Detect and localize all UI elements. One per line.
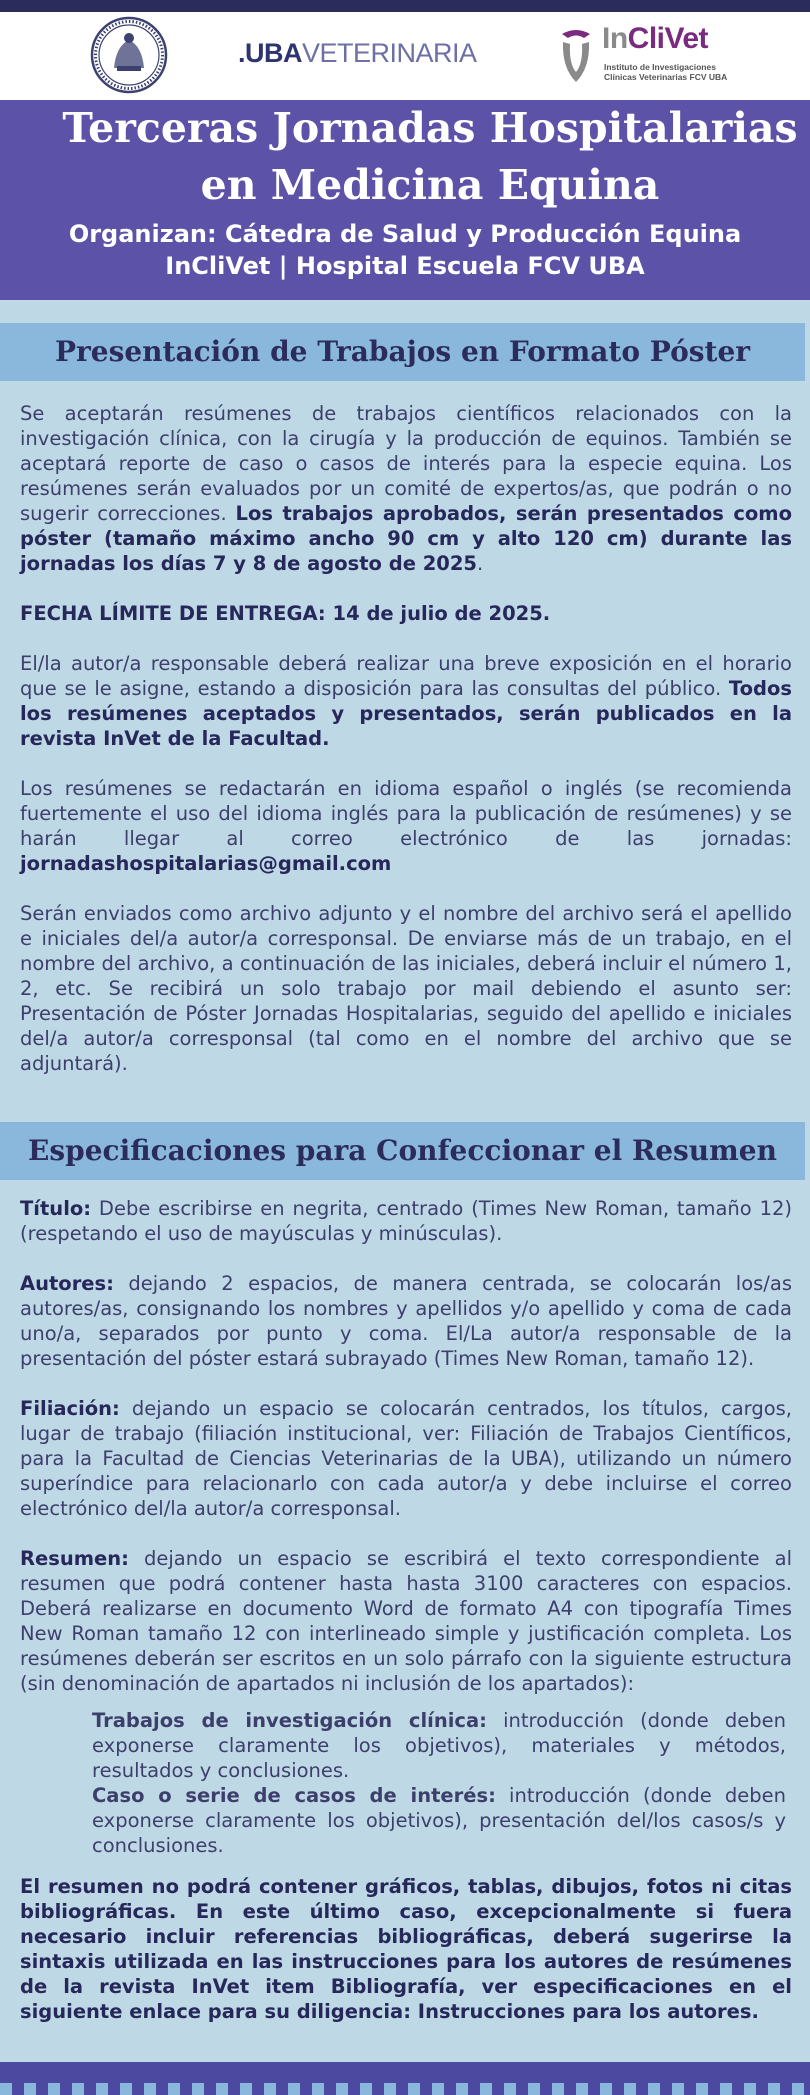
uba-seal-logo [90, 16, 168, 94]
structure-item-clinical-label: Trabajos de investigación clínica: [92, 1709, 487, 1732]
structure-item-clinical [92, 1708, 786, 1783]
structure-item-cases-text: introducción (donde deben exponerse claramente los objetivos), presentación del/los casos/s y conclusiones. [92, 1784, 786, 1857]
section-heading-specs [0, 1122, 805, 1180]
autores-paragraph [20, 1271, 792, 1371]
inclivet-logo [558, 22, 728, 96]
exposition-paragraph [20, 651, 792, 751]
inclivet-mark-icon [558, 28, 594, 84]
inclivet-name-in: In [602, 22, 628, 55]
filiacion-text: dejando un espacio se colocarán centrados, los títulos, cargos, lugar de trabajo (filiación institucional, ver: Filiación de Trabajos Científicos, para la Facultad de Ciencias Veterinarias de la UBA), utilizando un número superíndice para relacionarlo con cada autor/a y debe incluirse el correo electrónico del/la autor/a corresponsal. [20, 1397, 792, 1520]
section-title-specs: Especificaciones para Confeccionar el Resumen [28, 1134, 777, 1167]
closing-text: El resumen no podrá contener gráficos, tablas, dibujos, fotos ni citas bibliográficas. En este último caso, excepcionalmente si fuera necesario incluir referencias bibliográficas, deberá sugerirse la sintaxis utilizada en las instrucciones para los autores de resúmenes de la revista InVet item Bibliografía, ver especificaciones en el siguiente enlace para su diligencia: Instrucciones para los autores. [20, 1875, 792, 2023]
filiacion-paragraph [20, 1396, 792, 1521]
titulo-paragraph [20, 1196, 792, 1246]
titulo-text: Debe escribirse en negrita, centrado (Times New Roman, tamaño 12) (respetando el uso de mayúsculas y minúsculas). [20, 1197, 792, 1245]
submission-paragraph [20, 901, 792, 1076]
uba-veterinaria-logo [238, 38, 477, 69]
language-text: Los resúmenes se redactarán en idioma español o inglés (se recomienda fuertemente el uso del idioma inglés para la publicación de resúmenes) y se harán llegar al correo electrónico de las jornadas: [20, 777, 792, 850]
exposition-text: El/la autor/a responsable deberá realizar una breve exposición en el horario que se le asigne, estando a disposición para las consultas del público. [20, 652, 792, 700]
inclivet-name [602, 22, 708, 56]
event-title-line2: en Medicina Equina [200, 161, 660, 209]
veterinaria-logo-text: VETERINARIA [302, 38, 477, 68]
inclivet-subtitle-line1: Instituto de Investigaciones [604, 62, 716, 72]
organizers-line1: Organizan: Cátedra de Salud y Producción Equina [68, 220, 742, 248]
intro-text: Se aceptarán resúmenes de trabajos científicos relacionados con la investigación clínica, con la cirugía y la producción de equinos. También se aceptará reporte de caso o casos de interés para la especie equina. Los resúmenes serán evaluados por un comité de expertos/as, que podrán o no sugerir correcciones. [20, 402, 792, 525]
structure-item-clinical-text: introducción (donde deben exponerse claramente los objetivos), materiales y métodos, resultados y conclusiones. [92, 1709, 786, 1782]
event-title [40, 100, 810, 214]
logo-bar [0, 12, 810, 100]
section-heading-poster [0, 323, 805, 381]
contact-email[interactable]: jornadashospitalarias@gmail.com [20, 852, 392, 875]
resumen-text: dejando un espacio se escribirá el texto correspondiente al resumen que podrá contener hasta hasta 3100 caracteres con espacios. Deberá realizarse en documento Word de formato A4 con tipografía Times New Roman tamaño 12 con interlineado simple y justificación completa. Los resúmenes deberán ser escritos en un solo párrafo con la siguiente estructura (sin denominación de apartados ni inclusión de los apartados): [20, 1547, 792, 1695]
resumen-paragraph [20, 1546, 792, 1696]
section-title-poster: Presentación de Trabajos en Formato Póster [54, 335, 751, 368]
inclivet-subtitle [604, 62, 727, 82]
inclivet-subtitle-line2: Clínicas Veterinarias FCV UBA [604, 72, 728, 82]
autores-label: Autores: [20, 1272, 114, 1295]
inclivet-name-clivet: CliVet [627, 22, 709, 55]
bottom-checker-pattern [0, 2083, 810, 2095]
structure-item-cases-label: Caso o serie de casos de interés: [92, 1784, 496, 1807]
deadline-paragraph [20, 601, 792, 626]
submission-text: Serán enviados como archivo adjunto y el nombre del archivo será el apellido e iniciales del/a autor/a corresponsal. De enviarse más de un trabajo, en el nombre del archivo, a continuación de las iniciales, deberá incluir el número 1, 2, etc. Se recibirá un solo trabajo por mail debiendo el asunto ser: Presentación de Póster Jornadas Hospitalarias, seguido del apellido e iniciales del/a autor/a corresponsal (tal como en el nombre del archivo que se adjuntará). [20, 902, 792, 1075]
hero-banner [0, 100, 810, 300]
publication-bold-text: Todos los resúmenes aceptados y presentados, serán publicados en la revista InVet de la Facultad. [20, 677, 792, 750]
titulo-label: Título: [20, 1197, 92, 1220]
organizers-line2: InCliVet | Hospital Escuela FCV UBA [165, 252, 645, 280]
deadline-text: FECHA LÍMITE DE ENTREGA: 14 de julio de 2025. [20, 602, 551, 625]
structure-item-cases [92, 1783, 786, 1858]
top-stripe [0, 0, 810, 12]
closing-paragraph [20, 1874, 792, 2024]
intro-bold-text: Los trabajos aprobados, serán presentados como póster (tamaño máximo ancho 90 cm y alto 120 cm) durante las jornadas los días 7 y 8 de agosto de 2025 [20, 502, 792, 575]
language-paragraph [20, 776, 792, 876]
filiacion-label: Filiación: [20, 1397, 120, 1420]
autores-text: dejando 2 espacios, de manera centrada, se colocarán los/as autores/as, consignando los nombres y apellidos y/o apellido y coma de cada uno/a, separados por punto y coma. El/La autor/a responsable de la presentación del póster estará subrayado (Times New Roman, tamaño 12). [20, 1272, 792, 1370]
intro-paragraph [20, 401, 792, 576]
uba-logo-text: .UBA [238, 38, 302, 68]
event-title-line1: Terceras Jornadas Hospitalarias [62, 104, 798, 152]
intro-end: . [476, 552, 484, 575]
resumen-label: Resumen: [20, 1547, 129, 1570]
organizers [0, 218, 810, 282]
